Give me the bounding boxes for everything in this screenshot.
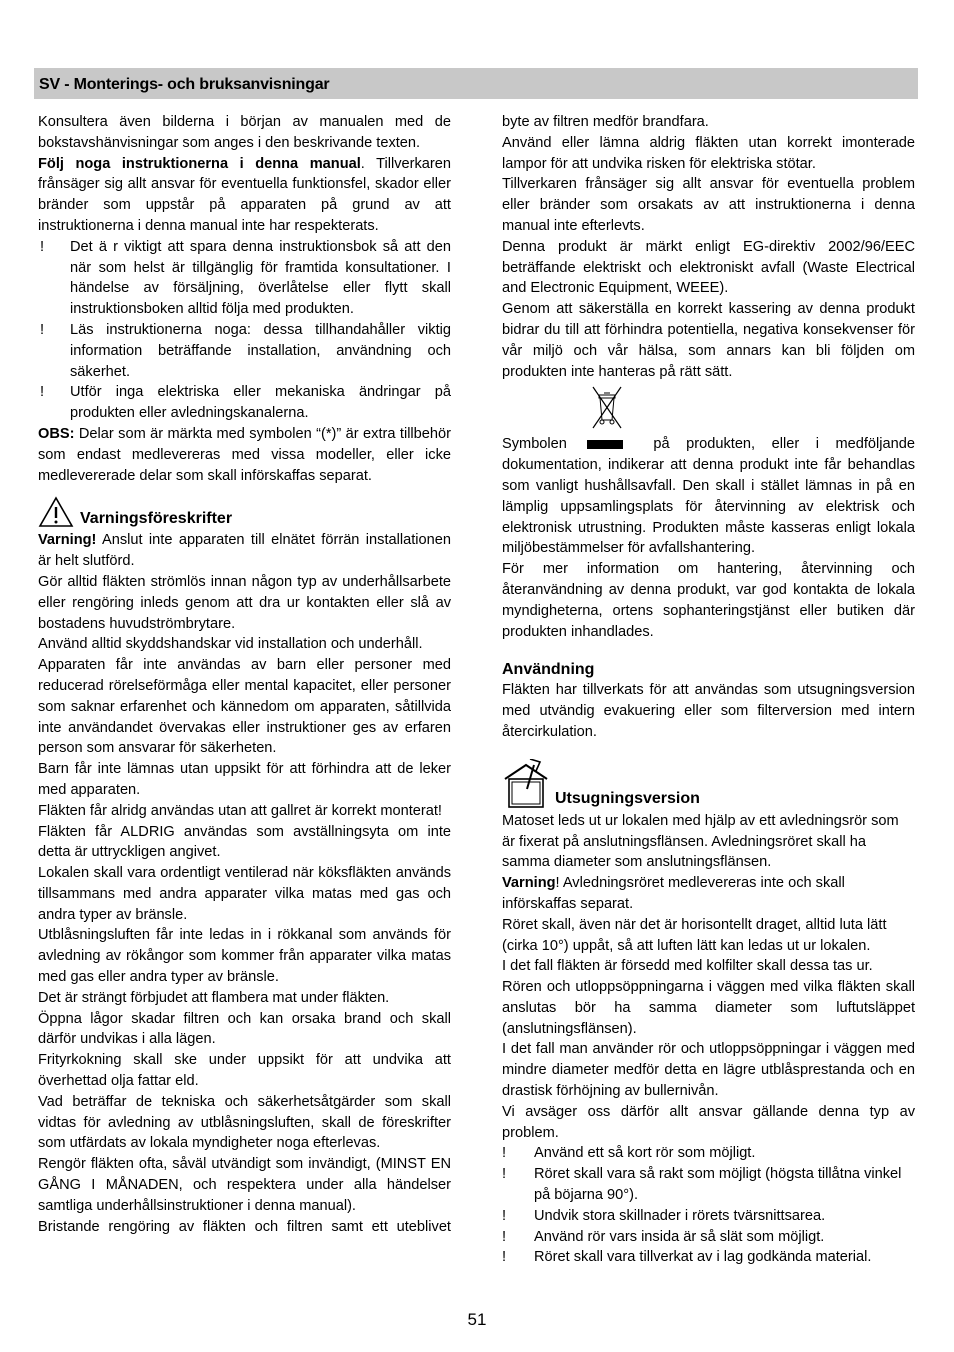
exclamation-icon: ! <box>502 1249 507 1266</box>
bullet-text: Utför inga elektriska eller mekaniska ändringar på produkten eller avledningskanalerna. <box>70 384 451 422</box>
ducting-title: Utsugningsversion <box>555 789 700 807</box>
paragraph: Öppna lågor skadar filtren och kan orsaka brand och skall därför undvikas i alla lägen. <box>38 1010 451 1048</box>
page-number: 51 <box>467 1310 487 1329</box>
intro-instructions <box>38 154 451 237</box>
left-column <box>38 112 451 1237</box>
intro-paragraph: Konsultera även bilderna i början av manualen med de bokstavshänvisningar som anges i den beskrivande texten. <box>38 114 451 151</box>
bullet-text: Använd rör vars insida är så slät som möjligt. <box>534 1228 825 1245</box>
paragraph: Genom att säkerställa en korrekt kassering av denna produkt bidrar du till att förhindra potentiella, negativa konsekvenser för vår miljö och vår hälsa, som annars kan bli följden om produkten inte hanteras på rätt sätt. <box>502 301 915 380</box>
weee-symbol-row <box>502 384 915 434</box>
symbol-word: på <box>653 436 670 453</box>
exclamation-icon: ! <box>40 321 45 338</box>
right-column <box>502 112 915 1268</box>
paragraph: Frityrkokning skall ske under uppsikt för att undvika att överhettad olja fattar eld. <box>38 1052 451 1090</box>
bullet-text: Röret skall vara tillverkat av i lag godkända material. <box>534 1249 872 1266</box>
paragraph: Barn får inte lämnas utan uppsikt för att förhindra att de leker med apparaten. <box>38 761 451 798</box>
ducting-warning <box>502 873 915 915</box>
warning-note <box>38 530 451 572</box>
obs-text: Delar som är märkta med symbolen “(*)” är extra tillbehör som endast medlevereras med vissa modeller, eller icke medlevererade delar som skall införskaffas separat. <box>38 425 451 484</box>
section-header-bar <box>34 68 918 99</box>
paragraph: Lokalen skall vara ordentligt ventilerad när köksfläkten används tillsammans med andra apparater vilka matas med gas och andra typer av bränsle. <box>38 865 451 923</box>
exclamation-icon: ! <box>502 1145 507 1162</box>
bullet-item <box>502 1143 915 1164</box>
usage-paragraph: Fläkten har tillverkats för att användas som utsugningsversion med utvändig evakuering eller som filterversion med intern återcirkulation. <box>502 682 915 740</box>
obs-label: OBS: <box>38 425 75 442</box>
weee-paragraph: dokumentation, indikerar att denna produkt inte får behandlas som vanligt hushållsavfall. Den skall i stället lämnas in på en lämplig uppsamlingsplats för återvinning av elektrisk och elektronisk utrustning. Produkten måste kasseras enligt lokala miljöbestämmelser för avfallshantering. <box>502 457 915 557</box>
obs-note <box>38 424 451 486</box>
exclamation-icon: ! <box>502 1166 507 1183</box>
bullet-item <box>502 1206 915 1227</box>
paragraph: I det fall fläkten är försedd med kolfilter skall dessa tas ur. <box>502 958 873 975</box>
weee-info-paragraph: För mer information om hantering, återvinning och återanvändning av denna produkt, var god kontakta de lokala myndigheterna, ortens sophanteringstjänst eller butiken där produkten inhandlades. <box>502 561 915 640</box>
paragraph: Utblåsningsluften får inte ledas in i rökkanal som används för avledning av rökångor som kommer från apparater vilka matas med gas eller andra typer av bränsle. <box>38 927 451 986</box>
paragraph: Det är strängt förbjudet att flambera mat under fläkten. <box>38 989 390 1006</box>
bullet-item <box>38 320 451 382</box>
ducting-paragraph: Matoset leds ut ur lokalen med hjälp av ett avledningsrör som är fixerat på anslutningsflänsen. Avledningsröret skall ha samma diameter som anslutningsflänsen. <box>502 812 899 871</box>
paragraph: I det fall man använder rör och utloppsöppningar i väggen med mindre diameter medför detta en lägre utblåsprestanda och en drastisk förhöjning av bullernivån. <box>502 1041 915 1100</box>
exclamation-icon: ! <box>502 1228 507 1245</box>
ducting-warning-label: Varning <box>502 875 556 892</box>
warning-triangle-icon <box>38 496 74 528</box>
bullet-text: Använd ett så kort rör som möjligt. <box>534 1145 756 1162</box>
bullet-item <box>38 382 451 424</box>
paragraph: Tillverkaren frånsäger sig allt ansvar för eventuella problem eller bränder som orsakats av att instruktionerna i denna manual inte efterlevts. <box>502 176 915 234</box>
paragraph: Röret skall, även när det är horisontellt draget, alltid luta lätt (cirka 10°) uppåt, så att luften lätt kan ledas ut ur lokalen. <box>502 916 887 954</box>
page-title: SV - Monterings- och bruksanvisningar <box>39 76 330 93</box>
paragraph: Apparaten får inte användas av barn eller personer med reducerad rörelseförmåga eller mental kapacitet, eller personer som saknar erfarenhet och kännedom om apparaten, såtillvida inte användandet övervakas eller instruktioner ges av erfaren person som ansvarar för säkerheten. <box>38 657 451 757</box>
bullet-item <box>502 1227 915 1248</box>
bullet-item <box>502 1247 915 1268</box>
paragraph: Denna produkt är märkt enligt EG-direktiv 2002/96/EEC beträffande elektriskt och elektroniskt avfall (Waste Electrical and Electronic Equipment, WEEE). <box>502 238 915 297</box>
warning-label: Varning! <box>38 532 97 549</box>
paragraph: Fläkten får ALDRIG användas som avställningsyta om inte detta är uttryckligen angivet. <box>38 823 451 861</box>
bullet-text: Undvik stora skillnader i rörets tvärsnittsarea. <box>534 1207 826 1224</box>
warning-text: Anslut inte apparaten till elnätet förrän installationen är helt slutförd. <box>38 532 451 570</box>
ducted-house-icon <box>502 759 552 809</box>
weee-bar-icon <box>587 440 623 449</box>
ducting-warning-text: ! Avledningsröret medlevereras inte och skall införskaffas separat. <box>502 875 845 912</box>
bullet-text: Läs instruktionerna noga: dessa tillhandahåller viktig information beträffande installation, användning och säkerhet. <box>70 321 451 380</box>
bullet-item <box>38 237 451 320</box>
paragraph: Använd alltid skyddshandskar vid installation och underhåll. <box>38 636 423 653</box>
paragraph: Vad beträffar de tekniska och säkerhetsåtgärder som skall vidtas för avledning av utblåsningsluften, skall de föreskrifter som utfärdats av lokala myndigheter noga efterlevas. <box>38 1093 451 1152</box>
paragraph: byte av filtren medför brandfara. <box>502 114 709 130</box>
symbol-word: produkten, <box>686 436 756 453</box>
intro-bold: Följ noga instruktionerna i denna manual <box>38 155 361 172</box>
paragraph: Fläkten får alridg användas utan att gallret är korrekt monterat! <box>38 802 442 819</box>
exclamation-icon: ! <box>40 238 45 255</box>
paragraph: Rengör fläkten ofta, såväl utvändigt som invändigt, (MINST EN GÅNG I MÅNADEN, och respektera under alla händelser samtliga underhållsinstruktioner i denna manual). <box>38 1156 451 1214</box>
paragraph: Bristande rengöring av fläkten och filtren samt ett uteblivet <box>38 1218 451 1235</box>
paragraph: Rören och utloppsöppningarna i väggen med vilka fläkten skall anslutas bör ha samma diameter som luftutsläppet (anslutningsflänsen). <box>502 979 915 1037</box>
symbol-word: i <box>815 436 819 453</box>
symbol-line <box>502 434 915 455</box>
paragraph: Använd eller lämna aldrig fläkten utan korrekt imonterade lampor för att undvika risken för elektriska stötar. <box>502 134 915 172</box>
paragraph: Gör alltid fläkten strömlös innan någon typ av underhållsarbete eller rengöring inleds genom att dra ur kontakten eller slå av bostadens huvudströmbrytare. <box>38 573 451 632</box>
warnings-title: Varningsföreskrifter <box>80 510 233 528</box>
exclamation-icon: ! <box>40 384 45 401</box>
paragraph: Vi avsäger oss därför allt ansvar gällande denna typ av problem. <box>502 1103 915 1141</box>
intro-rest: . Tillverkaren frånsäger sig allt ansvar för eventuella funktionsfel, skador eller bränder som uppstår på apparaten på grund av att instruktionerna i denna manual inte har respekterats. <box>38 155 451 234</box>
symbol-word: medföljande <box>835 436 915 453</box>
ducting-heading <box>502 759 915 811</box>
symbol-word: eller <box>771 436 800 453</box>
usage-title: Användning <box>502 661 595 679</box>
symbol-label: Symbolen <box>502 436 567 453</box>
warnings-heading <box>38 496 451 530</box>
bullet-item <box>502 1164 915 1206</box>
bullet-text: Röret skall vara så rakt som möjligt (högsta tillåtna vinkel på böjarna 90°). <box>534 1166 902 1204</box>
bullet-text: Det ä r viktigt att spara denna instruktionsbok så att den när som helst är tillgänglig för framtida konsultationer. I händelse av försäljning, överlåtelse eller flytt skall instruktionsboken alltid följa med produkten. <box>70 238 451 318</box>
crossed-out-bin-icon <box>587 384 627 430</box>
symbol-word <box>502 434 637 455</box>
exclamation-icon: ! <box>502 1207 507 1224</box>
